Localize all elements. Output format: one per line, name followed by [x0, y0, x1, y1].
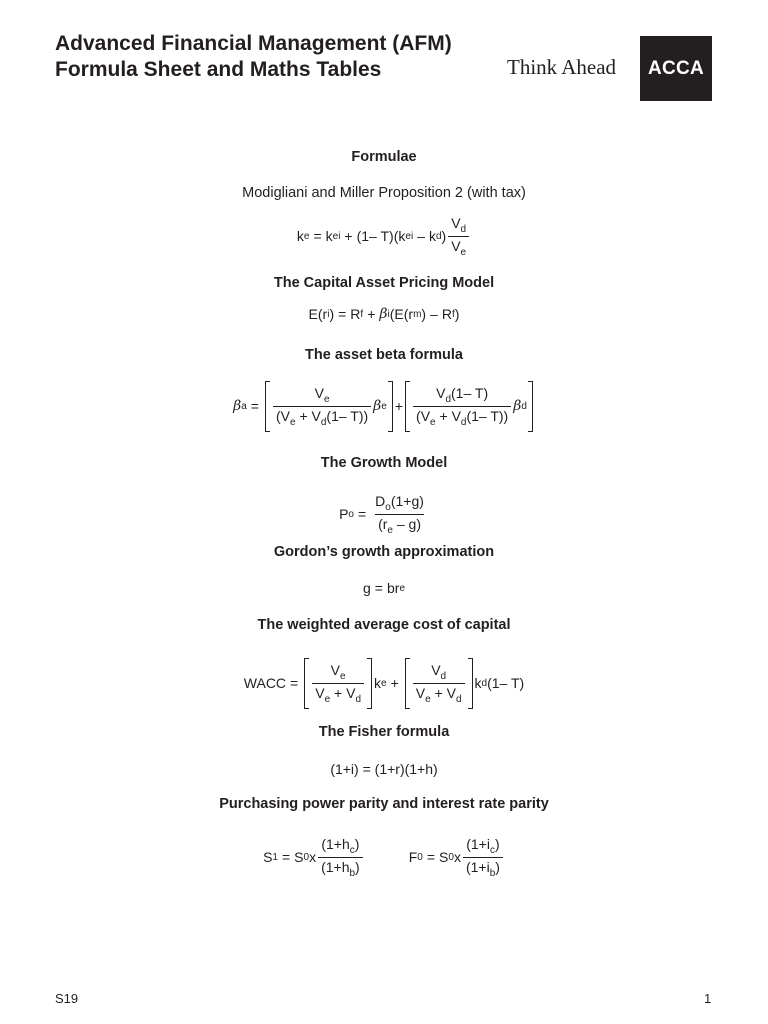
tagline: Think Ahead: [507, 55, 617, 79]
section-heading-asset-beta: The asset beta formula: [305, 347, 463, 363]
formula-capm: E ( r i ) = R f + β i ( E ( r m ) – R f ): [308, 306, 460, 322]
section-heading-gordon: Gordon’s growth approximation: [273, 544, 495, 560]
bracket-equity: $\frac{V_e}{(V_e + V_d(1- T))}$ β e: [265, 385, 393, 428]
section-heading-growth: The Growth Model: [320, 455, 448, 471]
section-heading-capm: The Capital Asset Pricing Model: [273, 275, 495, 291]
page-title-line1: Advanced Financial Management (AFM): [55, 32, 452, 55]
bracket-debt: $\frac{V_d(1- T)}{(V_e + V_d(1- T))}$ β d: [405, 385, 533, 428]
section-heading-fisher: The Fisher formula: [318, 724, 450, 740]
formula-fisher: (1+i) = (1+r)(1+h): [330, 761, 438, 777]
section-heading-formulae: Formulae: [351, 149, 417, 165]
formula-gordon: g = b r e: [362, 580, 405, 596]
fraction-vd-ve: $\frac{V_d}{V_e}$: [448, 215, 469, 258]
page-title-line2: Formula Sheet and Maths Tables: [55, 58, 382, 81]
formula-asset-beta: β a = $\frac{V_e}{(V_e + V_d(1- T))}$ β e + $\frac{V_d(1- T)}{(V_e + V_d(1- T))}$ β d: [0, 385, 768, 428]
formula-ppp-irp: [0, 836, 768, 879]
page-title: [55, 31, 452, 83]
formula-ppp: S 1 = S 0 x $\frac{(1+h_c)}{(1+h_b)}$: [263, 836, 365, 879]
page-number: 1: [704, 991, 712, 1006]
section-heading-mm: Modigliani and Miller Proposition 2 (with tax): [242, 185, 526, 201]
section-heading-wacc: The weighted average cost of capital: [257, 617, 511, 633]
formula-wacc: WACC = $\frac{V_e}{V_e + V_d}$ k e + $\frac{V_d}{V_e + V_d}$ k d (1– T): [243, 662, 525, 705]
formula-growth: P o = $\frac{D_o(1+g)}{(r_e - g)}$: [339, 493, 424, 536]
formula-mm: k e = k e i + (1– T) ( k e i – k d ) $\frac{V_d}{V_e}$: [0, 215, 768, 258]
acca-logo: ACCA: [640, 36, 712, 101]
section-heading-ppp: Purchasing power parity and interest rate parity: [219, 796, 549, 812]
formula-irp: F 0 = S 0 x $\frac{(1+i_c)}{(1+i_b)}$: [409, 836, 505, 879]
footer-code: S19: [55, 991, 79, 1006]
